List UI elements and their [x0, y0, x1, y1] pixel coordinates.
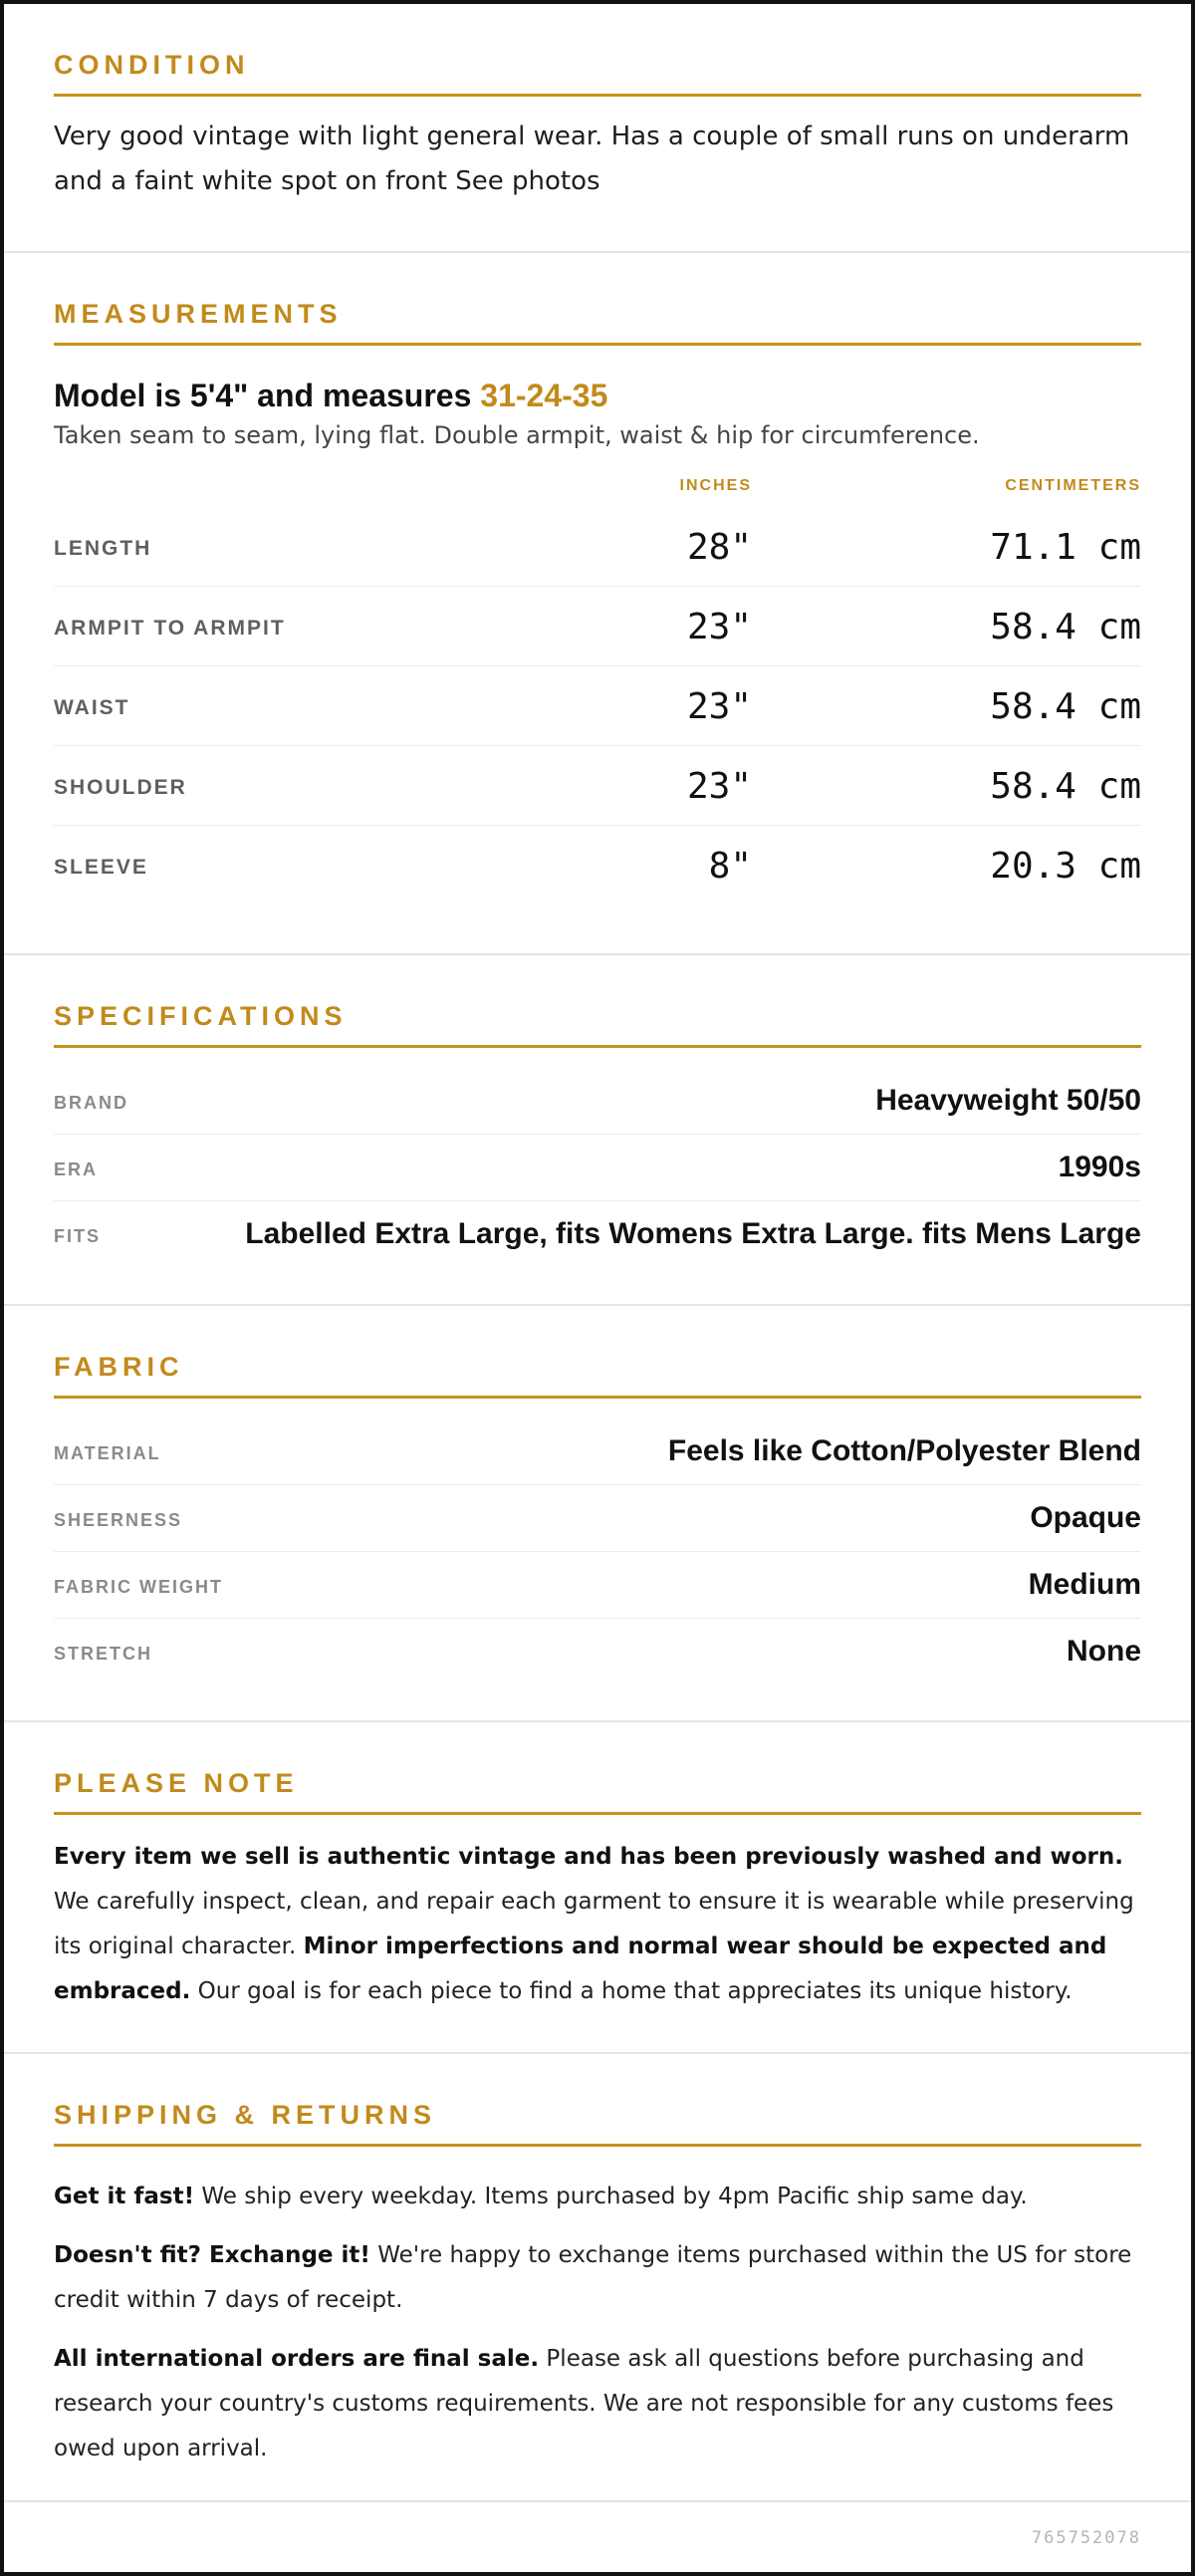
- spec-label: ERA: [54, 1159, 99, 1179]
- spec-value: Labelled Extra Large, fits Womens Extra Large. fits Mens Large: [245, 1217, 1141, 1250]
- measurement-label: LENGTH: [54, 537, 152, 560]
- specifications-list: [54, 1068, 1141, 1267]
- spec-row-fits: [54, 1201, 1141, 1267]
- specifications-title: SPECIFICATIONS: [54, 1001, 1141, 1048]
- shipping-exchange-paragraph: [54, 2233, 1141, 2323]
- shipping-fast-bold: Get it fast!: [54, 2184, 195, 2209]
- measurement-row-sleeve: [54, 826, 1141, 904]
- fabric-row-sheerness: [54, 1485, 1141, 1552]
- measurement-inches: 8": [708, 846, 752, 887]
- fabric-row-stretch: [54, 1619, 1141, 1684]
- note-text-inspect: We carefully inspect, clean, and repair each garment to ensure it is wearable while preserving its original character.: [54, 1889, 1134, 1959]
- model-measures-line: [54, 376, 1141, 415]
- please-note-section: [4, 1722, 1191, 2054]
- condition-section: [4, 4, 1191, 253]
- fabric-label: FABRIC WEIGHT: [54, 1577, 223, 1597]
- shipping-title: SHIPPING & RETURNS: [54, 2100, 1141, 2147]
- shipping-international-bold: All international orders are final sale.: [54, 2346, 540, 2372]
- fabric-value: Medium: [1028, 1568, 1141, 1601]
- measurement-cm: 20.3 cm: [990, 846, 1141, 887]
- measurement-method-note: Taken seam to seam, lying flat. Double armpit, waist & hip for circumference.: [54, 421, 980, 449]
- spec-label: FITS: [54, 1226, 101, 1246]
- measurement-row-shoulder: [54, 746, 1141, 826]
- spec-value: Heavyweight 50/50: [875, 1084, 1141, 1117]
- shipping-exchange-text: We're happy to exchange items purchased within the US for store credit within 7 days of receipt.: [54, 2242, 1132, 2313]
- shipping-exchange-bold: Doesn't fit? Exchange it!: [54, 2242, 370, 2268]
- fabric-title: FABRIC: [54, 1352, 1141, 1399]
- measurement-column-headers: [54, 467, 1141, 507]
- measurement-cm: 71.1 cm: [990, 527, 1141, 568]
- fabric-value: Opaque: [1030, 1501, 1141, 1534]
- measurement-cm: 58.4 cm: [990, 686, 1141, 727]
- measurement-cm: 58.4 cm: [990, 766, 1141, 807]
- please-note-text: [54, 1835, 1141, 2014]
- condition-title: CONDITION: [54, 50, 1141, 97]
- fabric-label: SHEERNESS: [54, 1510, 183, 1530]
- spec-row-brand: [54, 1068, 1141, 1135]
- shipping-fast-paragraph: [54, 2175, 1141, 2219]
- measurement-cm: 58.4 cm: [990, 607, 1141, 647]
- measurement-row-waist: [54, 666, 1141, 746]
- measurement-label: WAIST: [54, 696, 130, 719]
- measurement-inches: 28": [686, 527, 752, 568]
- measurement-table: [54, 507, 1141, 904]
- model-measures-value: 31-24-35: [480, 378, 608, 413]
- measurement-label: ARMPIT TO ARMPIT: [54, 617, 286, 640]
- condition-text: Very good vintage with light general wear. Has a couple of small runs on underarm and a faint white spot on front See photos: [54, 122, 1130, 196]
- measurement-inches: 23": [686, 686, 752, 727]
- note-bold-authentic: Every item we sell is authentic vintage and has been previously washed and worn.: [54, 1844, 1123, 1870]
- fabric-label: MATERIAL: [54, 1443, 161, 1463]
- measurement-inches: 23": [686, 607, 752, 647]
- measurements-title: MEASUREMENTS: [54, 299, 1141, 346]
- shipping-fast-text: We ship every weekday. Items purchased by 4pm Pacific ship same day.: [194, 2184, 1028, 2209]
- fabric-value: Feels like Cotton/Polyester Blend: [667, 1434, 1141, 1467]
- model-measures-prefix: Model is 5'4" and measures: [54, 378, 481, 413]
- fabric-value: None: [1067, 1635, 1141, 1668]
- shipping-section: [4, 2054, 1191, 2502]
- fabric-list: [54, 1418, 1141, 1684]
- fabric-section: [4, 1306, 1191, 1722]
- measurement-inches: 23": [686, 766, 752, 807]
- note-text-goal: Our goal is for each piece to find a home that appreciates its unique history.: [190, 1978, 1073, 2004]
- note-bold-imperfections: Minor imperfections and normal wear should be expected and embraced.: [54, 1933, 1107, 2004]
- measurement-label: SLEEVE: [54, 856, 148, 879]
- fabric-row-material: [54, 1418, 1141, 1485]
- shipping-international-paragraph: [54, 2337, 1141, 2471]
- shipping-international-text: Please ask all questions before purchasing and research your country's customs requirements. We are not responsible for any customs fees owed upon arrival.: [54, 2346, 1114, 2461]
- measurement-row-length: [54, 507, 1141, 587]
- measurement-row-armpit: [54, 587, 1141, 666]
- measurement-label: SHOULDER: [54, 776, 187, 799]
- spec-row-era: [54, 1135, 1141, 1201]
- please-note-title: PLEASE NOTE: [54, 1768, 1141, 1815]
- measurements-section: [4, 253, 1191, 955]
- fabric-label: STRETCH: [54, 1644, 152, 1664]
- centimeters-column-header: CENTIMETERS: [1005, 477, 1141, 494]
- fabric-row-weight: [54, 1552, 1141, 1619]
- item-id: 765752078: [1031, 2528, 1141, 2548]
- specifications-section: [4, 955, 1191, 1306]
- inches-column-header: INCHES: [679, 477, 752, 494]
- spec-label: BRAND: [54, 1093, 128, 1113]
- spec-value: 1990s: [1058, 1151, 1141, 1183]
